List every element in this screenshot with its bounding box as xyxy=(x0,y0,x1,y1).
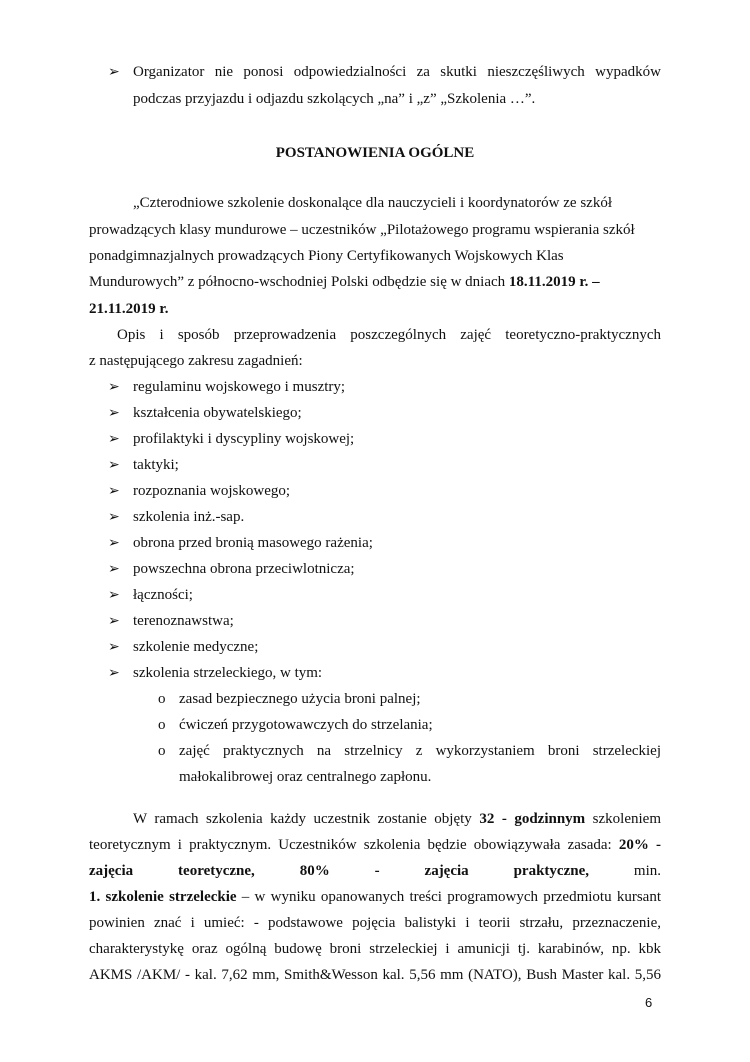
shooting-training-label: 1. szkolenie strzeleckie xyxy=(89,889,237,905)
ramach-text: teoretycznym i praktycznym. Uczestników szkolenia będzie obowiązywała zasada: xyxy=(89,837,619,853)
arrow-bullet-icon: ➢ xyxy=(108,483,120,499)
list-item: rozpoznania wojskowego; xyxy=(133,483,291,499)
list-item: szkolenia strzeleckiego, w tym: xyxy=(133,665,323,681)
list-item: terenoznawstwa; xyxy=(133,613,234,629)
general-line-3: ponadgimnazjalnych prowadzących Piony Certyfikowanych Wojskowych Klas xyxy=(89,248,564,264)
arrow-bullet-icon: ➢ xyxy=(108,379,120,395)
arrow-bullet-icon: ➢ xyxy=(108,431,120,447)
ramach-text: – w wyniku opanowanych treści programowych przedmiotu kursant xyxy=(236,889,661,905)
hours-value: 32 - godzinnym xyxy=(479,811,586,827)
general-line-1: „Czterodniowe szkolenie doskonalące dla nauczycieli i koordynatorów ze szkół xyxy=(133,195,612,211)
general-line-4-text: Mundurowych” z północno-wschodniej Polski odbędzie się w dniach xyxy=(89,274,509,290)
ramach-line-7: AKMS /AKM/ - kal. 7,62 mm, Smith&Wesson kal. 5,56 mm (NATO), Bush Master kal. 5,56 xyxy=(89,967,661,983)
circle-bullet-icon: o xyxy=(158,717,166,733)
intro-bullet-line-1: Organizator nie ponosi odpowiedzialności za skutki nieszczęśliwych wypadków xyxy=(133,64,661,80)
general-line-5 xyxy=(89,299,168,319)
page-number: 6 xyxy=(645,995,653,1010)
arrow-bullet-icon: ➢ xyxy=(108,64,120,80)
ramach-line-1 xyxy=(133,809,661,829)
ramach-line-2 xyxy=(89,835,661,855)
list-item: łączności; xyxy=(133,587,193,603)
circle-bullet-icon: o xyxy=(158,743,166,759)
ramach-line-6: charakterystykę oraz ogólną budowę broni strzeleckiej i amunicji tj. karabinów, np. kbk xyxy=(89,941,661,957)
list-item: szkolenia inż.-sap. xyxy=(133,509,245,525)
list-item: powszechna obrona przeciwlotnicza; xyxy=(133,561,355,577)
list-item: obrona przed bronią masowego rażenia; xyxy=(133,535,373,551)
practice-split: zajęcia teoretyczne, 80% - zajęcia praktyczne, xyxy=(89,863,589,879)
list-item: profilaktyki i dyscypliny wojskowej; xyxy=(133,431,355,447)
arrow-bullet-icon: ➢ xyxy=(108,587,120,603)
list-item: taktyki; xyxy=(133,457,179,473)
date-start: 18.11.2019 r. – xyxy=(508,274,600,290)
list-item: regulaminu wojskowego i musztry; xyxy=(133,379,346,395)
ramach-text: szkoleniem xyxy=(585,811,661,827)
sub-list-item: zasad bezpiecznego użycia broni palnej; xyxy=(179,691,421,707)
opis-line-1: Opis i sposób przeprowadzenia poszczególnych zajęć teoretyczno-praktycznych xyxy=(117,327,661,343)
section-heading: POSTANOWIENIA OGÓLNE xyxy=(275,145,475,161)
arrow-bullet-icon: ➢ xyxy=(108,561,120,577)
arrow-bullet-icon: ➢ xyxy=(108,613,120,629)
ramach-line-4 xyxy=(89,887,661,907)
sub-list-item: zajęć praktycznych na strzelnicy z wykorzystaniem broni strzeleckiej xyxy=(179,743,661,759)
list-item: szkolenie medyczne; xyxy=(133,639,259,655)
sub-list-item: ćwiczeń przygotowawczych do strzelania; xyxy=(179,717,433,733)
general-line-4 xyxy=(89,272,600,292)
arrow-bullet-icon: ➢ xyxy=(108,535,120,551)
ramach-line-3 xyxy=(89,861,661,881)
arrow-bullet-icon: ➢ xyxy=(108,405,120,421)
theory-percent: 20% - xyxy=(618,837,661,853)
arrow-bullet-icon: ➢ xyxy=(108,665,120,681)
arrow-bullet-icon: ➢ xyxy=(108,457,120,473)
arrow-bullet-icon: ➢ xyxy=(108,509,120,525)
general-line-2: prowadzących klasy mundurowe – uczestników „Pilotażowego programu wspierania szkół xyxy=(89,222,635,238)
list-item: kształcenia obywatelskiego; xyxy=(133,405,302,421)
sub-list-item-continuation: małokalibrowej oraz centralnego zapłonu. xyxy=(179,769,432,785)
ramach-line-5: powinien znać i umieć: - podstawowe pojęcia balistyki i teorii strzału, przeznaczenie, xyxy=(89,915,661,931)
opis-line-2: z następującego zakresu zagadnień: xyxy=(89,353,303,369)
ramach-text: W ramach szkolenia każdy uczestnik zostanie objęty xyxy=(133,811,480,827)
intro-bullet-line-2: podczas przyjazdu i odjazdu szkolących „na” i „z” „Szkolenia …”. xyxy=(133,91,536,107)
arrow-bullet-icon: ➢ xyxy=(108,639,120,655)
circle-bullet-icon: o xyxy=(158,691,166,707)
ramach-text: min. xyxy=(589,863,661,879)
date-end: 21.11.2019 r. xyxy=(89,301,169,317)
